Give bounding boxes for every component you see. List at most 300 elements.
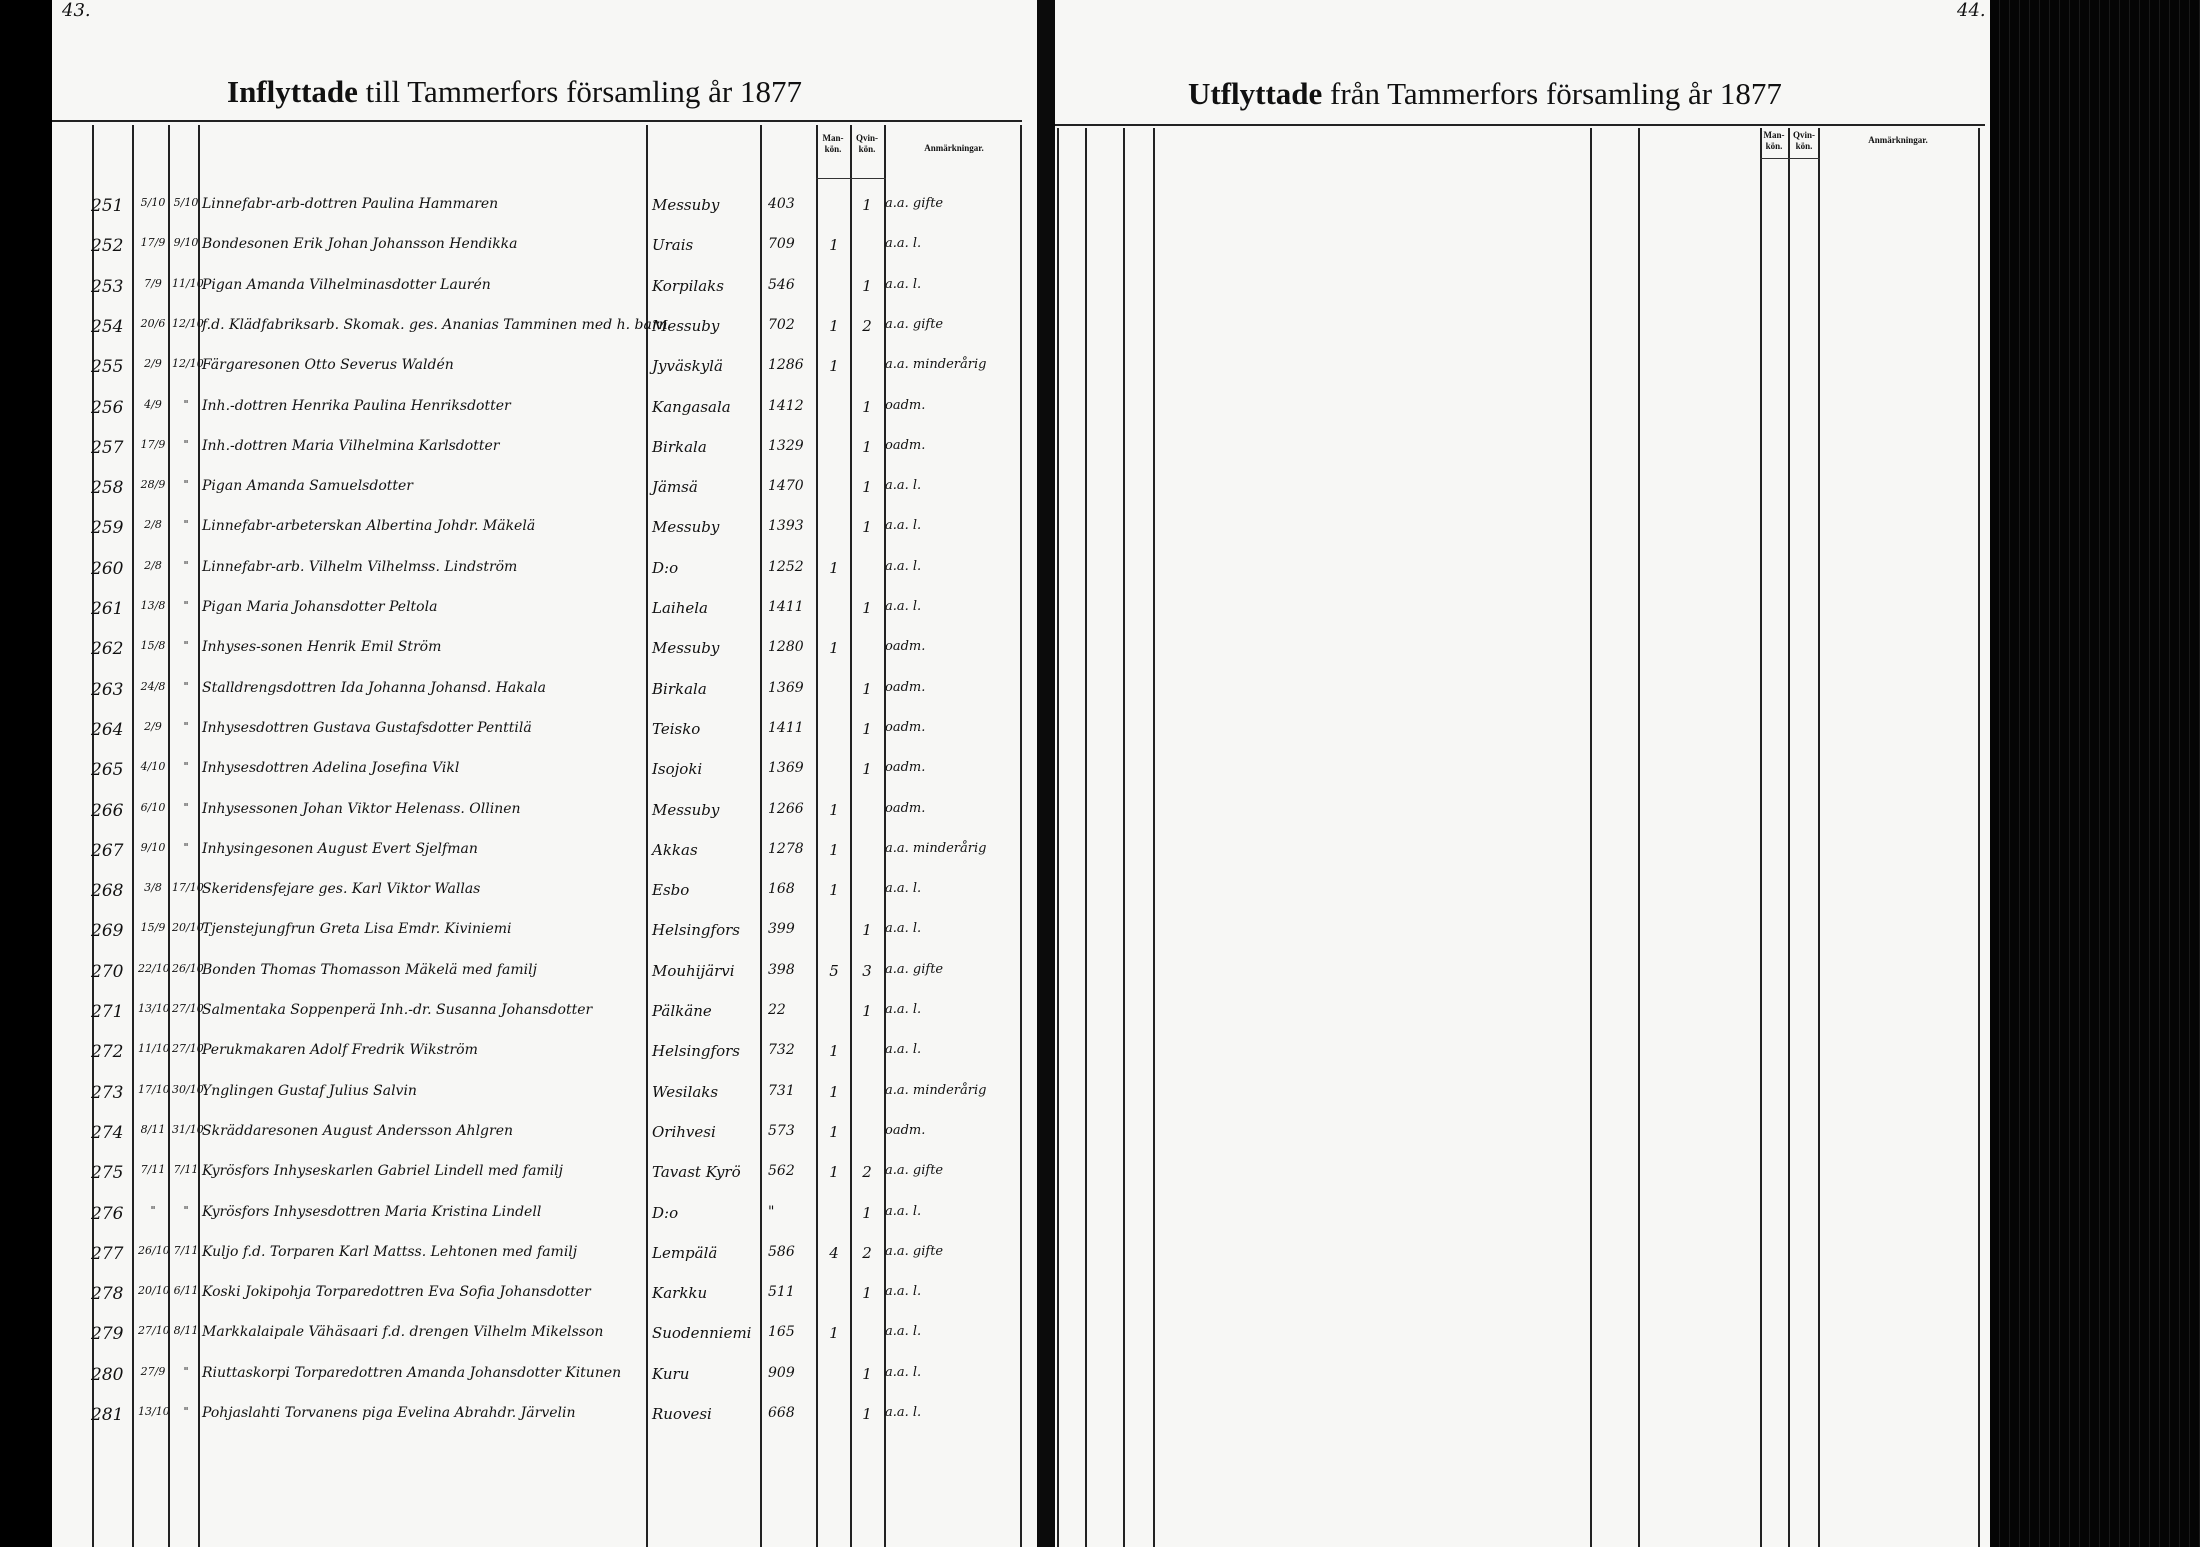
- entry-remarks: a.a. minderårig: [885, 1083, 987, 1098]
- entry-date-registered: ": [183, 639, 189, 652]
- entry-name: Perukmakaren Adolf Fredrik Wikström: [202, 1042, 478, 1058]
- entry-date-moved: 4/9: [144, 398, 162, 411]
- entry-name: Färgaresonen Otto Severus Waldén: [202, 357, 454, 373]
- entry-certificate-number: 731: [768, 1083, 795, 1099]
- entry-certificate-number: 403: [768, 196, 795, 212]
- left-page-number: 43.: [62, 0, 91, 21]
- entry-origin-parish: Esbo: [652, 881, 690, 899]
- entry-origin-parish: Urais: [652, 236, 694, 254]
- entry-origin-parish: Pälkäne: [652, 1002, 712, 1020]
- entry-origin-parish: Wesilaks: [652, 1083, 719, 1101]
- entry-number: 258: [91, 478, 124, 498]
- entry-female-count: 1: [862, 1204, 872, 1222]
- entry-female-count: 1: [862, 1284, 872, 1302]
- entry-remarks: oadm.: [885, 438, 926, 453]
- entry-number: 260: [91, 559, 124, 579]
- entry-number: 274: [91, 1123, 124, 1143]
- entry-date-registered: ": [183, 1365, 189, 1378]
- entry-date-moved: 20/6: [140, 317, 166, 330]
- entry-name: Skräddaresonen August Andersson Ahlgren: [202, 1123, 514, 1139]
- entry-certificate-number: 1393: [768, 518, 804, 534]
- right-column-line: [1760, 128, 1762, 1547]
- right-column-line: [1123, 128, 1125, 1547]
- register-row: [52, 311, 1037, 351]
- register-row: [52, 271, 1037, 311]
- right-column-line: [1085, 128, 1087, 1547]
- entry-date-registered: 7/11: [173, 1163, 199, 1176]
- entry-date-registered: 26/10: [172, 962, 204, 975]
- entry-date-registered: ": [183, 478, 189, 491]
- entry-date-moved: 15/8: [140, 639, 166, 652]
- left-remarks-header: Anmärkningar.: [924, 143, 984, 153]
- register-row: [52, 1198, 1037, 1238]
- entry-name: Salmentaka Soppenperä Inh.-dr. Susanna Johansdotter: [202, 1002, 593, 1018]
- entry-name: Kyrösfors Inhyseskarlen Gabriel Lindell med familj: [202, 1163, 563, 1179]
- entry-origin-parish: Birkala: [652, 680, 707, 698]
- register-row: [52, 553, 1037, 593]
- entry-date-moved: 11/10: [138, 1042, 170, 1055]
- entry-number: 256: [91, 398, 124, 418]
- entry-date-moved: 7/9: [144, 277, 162, 290]
- entry-certificate-number: 546: [768, 277, 795, 293]
- entry-remarks: a.a. l.: [885, 1042, 922, 1057]
- entry-name: Inhyses-sonen Henrik Emil Ström: [202, 639, 442, 655]
- entry-origin-parish: Messuby: [652, 801, 720, 819]
- entry-certificate-number: 1329: [768, 438, 804, 454]
- entry-female-count: 1: [862, 277, 872, 295]
- entry-certificate-number: 668: [768, 1405, 795, 1421]
- right-column-line: [1788, 128, 1790, 1547]
- entry-number: 277: [91, 1244, 124, 1264]
- scan-background-edge: [1990, 0, 2200, 1547]
- entry-date-registered: 8/11: [173, 1324, 199, 1337]
- entry-name: Linnefabr-arbeterskan Albertina Johdr. Mäkelä: [202, 518, 536, 534]
- entry-date-moved: 27/10: [138, 1324, 170, 1337]
- entry-origin-parish: Helsingfors: [652, 921, 740, 939]
- entry-certificate-number: 1286: [768, 357, 804, 373]
- entry-certificate-number: 165: [768, 1324, 795, 1340]
- entry-number: 259: [91, 518, 124, 538]
- entry-origin-parish: Jyväskylä: [652, 357, 723, 375]
- entry-number: 273: [91, 1083, 124, 1103]
- entry-male-count: 5: [829, 962, 839, 980]
- entry-date-registered: ": [183, 760, 189, 773]
- entry-origin-parish: Lempälä: [652, 1244, 718, 1262]
- entry-date-moved: 2/9: [144, 357, 162, 370]
- entry-name: Stalldrengsdottren Ida Johanna Johansd. Hakala: [202, 680, 546, 696]
- entry-name: Ynglingen Gustaf Julius Salvin: [202, 1083, 417, 1099]
- entry-certificate-number: 1280: [768, 639, 804, 655]
- entry-certificate-number: 1278: [768, 841, 804, 857]
- left-register-page: [52, 0, 1037, 1547]
- entry-date-registered: ": [183, 1405, 189, 1418]
- entry-origin-parish: Helsingfors: [652, 1042, 740, 1060]
- entry-origin-parish: Orihvesi: [652, 1123, 716, 1141]
- entry-date-registered: ": [183, 680, 189, 693]
- register-row: [52, 593, 1037, 633]
- entry-certificate-number: 1369: [768, 680, 804, 696]
- entry-name: Linnefabr-arb. Vilhelm Vilhelmss. Lindström: [202, 559, 518, 575]
- register-row: [52, 915, 1037, 955]
- entry-remarks: a.a. l.: [885, 1002, 922, 1017]
- entry-origin-parish: D:o: [652, 1204, 679, 1222]
- register-row: [52, 714, 1037, 754]
- register-row: [52, 1036, 1037, 1076]
- entry-certificate-number: ": [768, 1204, 775, 1220]
- entry-female-count: 2: [862, 1163, 872, 1181]
- entry-remarks: a.a. minderårig: [885, 357, 987, 372]
- entry-remarks: a.a. l.: [885, 1204, 922, 1219]
- entry-origin-parish: Jämsä: [652, 478, 698, 496]
- right-column-line: [1638, 128, 1640, 1547]
- entry-number: 262: [91, 639, 124, 659]
- entry-date-registered: ": [183, 438, 189, 451]
- entry-origin-parish: Korpilaks: [652, 277, 724, 295]
- entry-certificate-number: 168: [768, 881, 795, 897]
- entry-remarks: a.a. l.: [885, 559, 922, 574]
- register-row: [52, 1157, 1037, 1197]
- right-column-line: [1978, 128, 1980, 1547]
- entry-female-count: 1: [862, 599, 872, 617]
- entry-number: 265: [91, 760, 124, 780]
- entry-date-moved: 13/8: [140, 599, 166, 612]
- entry-number: 253: [91, 277, 124, 297]
- right-title-rest: från Tammerfors församling år 1877: [1330, 76, 1782, 111]
- entry-male-count: 1: [829, 801, 839, 819]
- entry-remarks: oadm.: [885, 720, 926, 735]
- entry-name: Kuljo f.d. Torparen Karl Mattss. Lehtonen med familj: [202, 1244, 578, 1260]
- entry-female-count: 1: [862, 518, 872, 536]
- entry-remarks: a.a. l.: [885, 277, 922, 292]
- entry-number: 269: [91, 921, 124, 941]
- entry-number: 281: [91, 1405, 124, 1425]
- register-row: [52, 392, 1037, 432]
- entry-remarks: a.a. gifte: [885, 196, 944, 211]
- entry-number: 271: [91, 1002, 124, 1022]
- entry-female-count: 2: [862, 1244, 872, 1262]
- entry-date-registered: 31/10: [172, 1123, 204, 1136]
- entry-female-count: 1: [862, 1002, 872, 1020]
- register-row: [52, 230, 1037, 270]
- entry-certificate-number: 909: [768, 1365, 795, 1381]
- register-row: [52, 472, 1037, 512]
- entry-remarks: a.a. l.: [885, 1324, 922, 1339]
- entry-male-count: 1: [829, 1324, 839, 1342]
- entry-date-moved: 6/10: [140, 801, 166, 814]
- entry-name: Bondesonen Erik Johan Johansson Hendikka: [202, 236, 518, 252]
- entry-male-count: 1: [829, 881, 839, 899]
- entry-origin-parish: Ruovesi: [652, 1405, 712, 1423]
- entry-origin-parish: Kangasala: [652, 398, 731, 416]
- entry-number: 275: [91, 1163, 124, 1183]
- entry-origin-parish: Mouhijärvi: [652, 962, 735, 980]
- register-row: [52, 1117, 1037, 1157]
- entry-date-moved: 17/10: [138, 1083, 170, 1096]
- left-male-header: Man-kön.: [822, 133, 844, 154]
- entry-name: Linnefabr-arb-dottren Paulina Hammaren: [202, 196, 499, 212]
- register-row: [52, 1238, 1037, 1278]
- entry-name: Inhysingesonen August Evert Sjelfman: [202, 841, 478, 857]
- entry-certificate-number: 702: [768, 317, 795, 333]
- entry-remarks: a.a. gifte: [885, 317, 944, 332]
- right-header-rule: [1055, 124, 1985, 126]
- entry-date-registered: ": [183, 559, 189, 572]
- entry-number: 257: [91, 438, 124, 458]
- entry-date-registered: 12/10: [172, 357, 204, 370]
- entry-name: Kyrösfors Inhysesdottren Maria Kristina Lindell: [202, 1204, 542, 1220]
- entry-remarks: a.a. l.: [885, 1284, 922, 1299]
- entry-female-count: 1: [862, 760, 872, 778]
- left-female-header: Qvin-kön.: [855, 133, 878, 154]
- entry-remarks: oadm.: [885, 1123, 926, 1138]
- entry-certificate-number: 399: [768, 921, 795, 937]
- entry-date-registered: 20/10: [172, 921, 204, 934]
- entry-name: Pigan Amanda Samuelsdotter: [202, 478, 413, 494]
- entry-certificate-number: 573: [768, 1123, 795, 1139]
- entry-date-moved: 22/10: [138, 962, 170, 975]
- entry-name: Inh.-dottren Maria Vilhelmina Karlsdotter: [202, 438, 500, 454]
- entry-number: 276: [91, 1204, 124, 1224]
- entry-date-moved: 17/9: [140, 438, 166, 451]
- entry-remarks: a.a. l.: [885, 921, 922, 936]
- left-page-title: [227, 74, 802, 110]
- entry-date-moved: 24/8: [140, 680, 166, 693]
- entry-date-moved: 28/9: [140, 478, 166, 491]
- register-row: [52, 956, 1037, 996]
- entry-number: 252: [91, 236, 124, 256]
- entry-date-moved: ": [150, 1204, 156, 1217]
- entry-name: Markkalaipale Vähäsaari f.d. drengen Vilhelm Mikelsson: [202, 1324, 604, 1340]
- register-row: [52, 1278, 1037, 1318]
- entry-date-moved: 13/10: [138, 1002, 170, 1015]
- entry-female-count: 1: [862, 478, 872, 496]
- entry-date-moved: 27/9: [140, 1365, 166, 1378]
- register-row: [52, 351, 1037, 391]
- entry-name: Pigan Amanda Vilhelminasdotter Laurén: [202, 277, 491, 293]
- entry-number: 263: [91, 680, 124, 700]
- entry-name: Koski Jokipohja Torparedottren Eva Sofia Johansdotter: [202, 1284, 591, 1300]
- entry-female-count: 1: [862, 438, 872, 456]
- entry-date-registered: 11/10: [172, 277, 204, 290]
- entry-number: 266: [91, 801, 124, 821]
- entry-origin-parish: Messuby: [652, 639, 720, 657]
- entry-female-count: 1: [862, 196, 872, 214]
- entry-origin-parish: Akkas: [652, 841, 698, 859]
- entry-number: 255: [91, 357, 124, 377]
- register-row: [52, 1318, 1037, 1358]
- entry-name: f.d. Klädfabriksarb. Skomak. ges. Ananias Tamminen med h. barn: [202, 317, 668, 333]
- entry-origin-parish: Tavast Kyrö: [652, 1163, 741, 1181]
- register-row: [52, 1359, 1037, 1399]
- entry-male-count: 1: [829, 1083, 839, 1101]
- entry-origin-parish: Teisko: [652, 720, 701, 738]
- right-remarks-header: Anmärkningar.: [1868, 135, 1928, 145]
- entry-certificate-number: 22: [768, 1002, 786, 1018]
- entry-date-registered: 27/10: [172, 1002, 204, 1015]
- book-gutter: [1037, 0, 1055, 1547]
- entry-certificate-number: 1411: [768, 599, 804, 615]
- entry-certificate-number: 1411: [768, 720, 804, 736]
- entry-origin-parish: Laihela: [652, 599, 708, 617]
- entry-female-count: 1: [862, 921, 872, 939]
- entry-number: 279: [91, 1324, 124, 1344]
- register-row: [52, 674, 1037, 714]
- entry-origin-parish: Messuby: [652, 196, 720, 214]
- entry-male-count: 1: [829, 1042, 839, 1060]
- entry-date-registered: 5/10: [173, 196, 199, 209]
- entry-date-moved: 2/8: [144, 559, 162, 572]
- entry-name: Skeridensfejare ges. Karl Viktor Wallas: [202, 881, 481, 897]
- entry-certificate-number: 1412: [768, 398, 804, 414]
- entry-name: Inhysesdottren Adelina Josefina Vikl: [202, 760, 460, 776]
- entry-remarks: a.a. l.: [885, 1405, 922, 1420]
- right-column-line: [1153, 128, 1155, 1547]
- entry-date-registered: ": [183, 398, 189, 411]
- left-header-rule: [52, 120, 1022, 122]
- entry-female-count: 2: [862, 317, 872, 335]
- left-title-rest: till Tammerfors församling år 1877: [365, 74, 802, 109]
- right-title-bold: Utflyttade: [1188, 76, 1323, 111]
- entry-remarks: a.a. l.: [885, 599, 922, 614]
- entry-number: 278: [91, 1284, 124, 1304]
- right-column-line: [1590, 128, 1592, 1547]
- entry-name: Inhysessonen Johan Viktor Helenass. Ollinen: [202, 801, 521, 817]
- entry-remarks: a.a. gifte: [885, 1163, 944, 1178]
- entry-date-registered: ": [183, 599, 189, 612]
- entry-date-registered: ": [183, 801, 189, 814]
- register-row: [52, 190, 1037, 230]
- entry-origin-parish: Messuby: [652, 518, 720, 536]
- entry-remarks: a.a. gifte: [885, 1244, 944, 1259]
- entry-certificate-number: 398: [768, 962, 795, 978]
- entry-female-count: 1: [862, 1365, 872, 1383]
- entry-date-registered: ": [183, 720, 189, 733]
- entry-date-moved: 4/10: [140, 760, 166, 773]
- register-row: [52, 835, 1037, 875]
- right-page-number: 44.: [1957, 0, 1986, 21]
- entry-number: 251: [91, 196, 124, 216]
- entry-date-moved: 17/9: [140, 236, 166, 249]
- right-column-line: [1818, 128, 1820, 1547]
- entry-origin-parish: D:o: [652, 559, 679, 577]
- entry-remarks: oadm.: [885, 639, 926, 654]
- entry-date-registered: 7/11: [173, 1244, 199, 1257]
- entry-female-count: 1: [862, 1405, 872, 1423]
- entry-number: 270: [91, 962, 124, 982]
- entry-certificate-number: 1252: [768, 559, 804, 575]
- register-row: [52, 754, 1037, 794]
- left-subheader-rule: [816, 178, 886, 179]
- entry-origin-parish: Karkku: [652, 1284, 708, 1302]
- entry-date-moved: 15/9: [140, 921, 166, 934]
- right-male-header: Man-kön.: [1763, 130, 1785, 151]
- entry-female-count: 1: [862, 720, 872, 738]
- entry-certificate-number: 586: [768, 1244, 795, 1260]
- entry-date-moved: 2/8: [144, 518, 162, 531]
- entry-male-count: 1: [829, 317, 839, 335]
- entry-date-registered: 30/10: [172, 1083, 204, 1096]
- entry-male-count: 1: [829, 1163, 839, 1181]
- entry-number: 261: [91, 599, 124, 619]
- entry-certificate-number: 1266: [768, 801, 804, 817]
- entry-remarks: a.a. l.: [885, 1365, 922, 1380]
- entry-name: Tjenstejungfrun Greta Lisa Emdr. Kiviniemi: [202, 921, 512, 937]
- entry-date-moved: 9/10: [140, 841, 166, 854]
- entry-remarks: oadm.: [885, 680, 926, 695]
- entry-date-moved: 8/11: [140, 1123, 166, 1136]
- entry-origin-parish: Isojoki: [652, 760, 703, 778]
- entry-name: Pigan Maria Johansdotter Peltola: [202, 599, 438, 615]
- entry-date-registered: ": [183, 1204, 189, 1217]
- entry-date-moved: 3/8: [144, 881, 162, 894]
- right-column-line: [1057, 128, 1059, 1547]
- entry-number: 272: [91, 1042, 124, 1062]
- entry-date-registered: ": [183, 841, 189, 854]
- entry-female-count: 3: [862, 962, 872, 980]
- entry-certificate-number: 511: [768, 1284, 795, 1300]
- entry-female-count: 1: [862, 680, 872, 698]
- entry-number: 280: [91, 1365, 124, 1385]
- entry-number: 268: [91, 881, 124, 901]
- entry-remarks: a.a. l.: [885, 478, 922, 493]
- entry-origin-parish: Messuby: [652, 317, 720, 335]
- entry-remarks: oadm.: [885, 801, 926, 816]
- entry-date-registered: 12/10: [172, 317, 204, 330]
- register-row: [52, 512, 1037, 552]
- entry-male-count: 1: [829, 1123, 839, 1141]
- entry-certificate-number: 1369: [768, 760, 804, 776]
- right-page-title: [1188, 76, 1782, 112]
- entry-certificate-number: 1470: [768, 478, 804, 494]
- entry-date-moved: 5/10: [140, 196, 166, 209]
- entry-remarks: oadm.: [885, 398, 926, 413]
- entry-origin-parish: Kuru: [652, 1365, 690, 1383]
- entry-male-count: 1: [829, 559, 839, 577]
- register-row: [52, 432, 1037, 472]
- entry-date-moved: 13/10: [138, 1405, 170, 1418]
- register-row: [52, 795, 1037, 835]
- entry-origin-parish: Suodenniemi: [652, 1324, 752, 1342]
- entry-origin-parish: Birkala: [652, 438, 707, 456]
- entry-male-count: 1: [829, 639, 839, 657]
- entry-name: Riuttaskorpi Torparedottren Amanda Johansdotter Kitunen: [202, 1365, 622, 1381]
- register-row: [52, 633, 1037, 673]
- entry-remarks: oadm.: [885, 760, 926, 775]
- entry-date-registered: 27/10: [172, 1042, 204, 1055]
- entry-remarks: a.a. l.: [885, 518, 922, 533]
- entry-name: Pohjaslahti Torvanens piga Evelina Abrahdr. Järvelin: [202, 1405, 576, 1421]
- entry-certificate-number: 709: [768, 236, 795, 252]
- entry-date-moved: 2/9: [144, 720, 162, 733]
- right-female-header: Qvin-kön.: [1792, 130, 1815, 151]
- entry-male-count: 4: [829, 1244, 839, 1262]
- right-subheader-rule: [1760, 158, 1820, 159]
- entry-male-count: 1: [829, 236, 839, 254]
- entry-date-registered: ": [183, 518, 189, 531]
- entry-name: Inhysesdottren Gustava Gustafsdotter Penttilä: [202, 720, 532, 736]
- entry-male-count: 1: [829, 357, 839, 375]
- entry-male-count: 1: [829, 841, 839, 859]
- entry-date-moved: 7/11: [140, 1163, 166, 1176]
- entry-date-registered: 17/10: [172, 881, 204, 894]
- register-row: [52, 1399, 1037, 1439]
- entry-remarks: a.a. minderårig: [885, 841, 987, 856]
- entry-number: 264: [91, 720, 124, 740]
- entry-certificate-number: 732: [768, 1042, 795, 1058]
- entry-certificate-number: 562: [768, 1163, 795, 1179]
- entry-number: 254: [91, 317, 124, 337]
- entry-remarks: a.a. l.: [885, 881, 922, 896]
